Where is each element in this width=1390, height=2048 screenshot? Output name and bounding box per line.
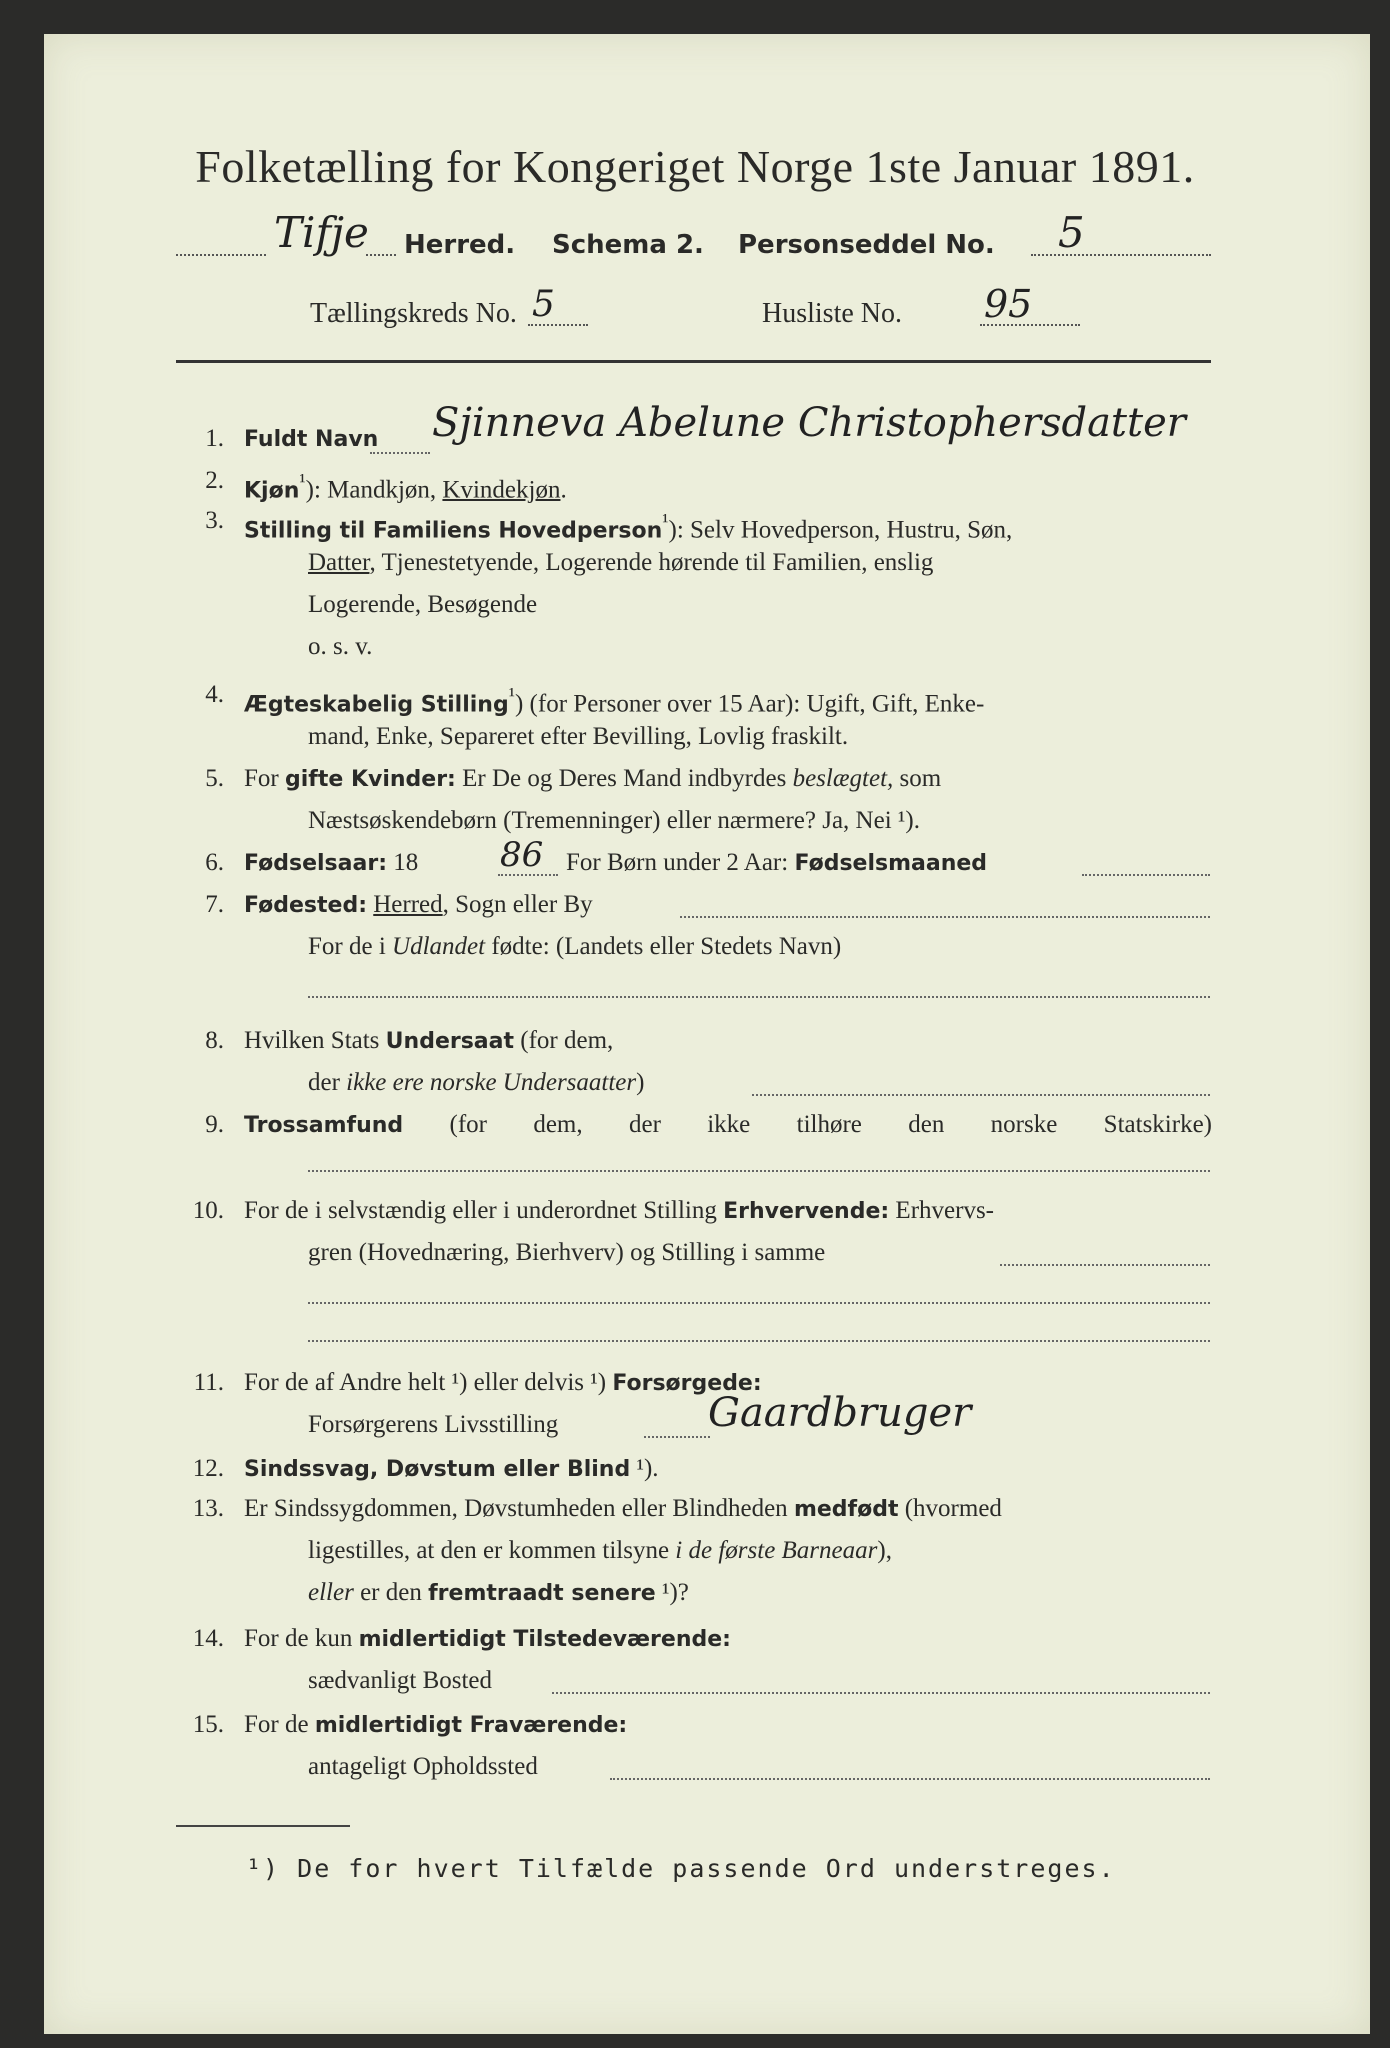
husliste-dots [980,324,1080,326]
q8-text-b: (for dem, [514,1027,614,1054]
q5-line1-b: som [893,765,942,792]
q6-line-2 [566,842,987,885]
q8-line2-em: ikke ere norske Undersaatter [346,1069,637,1096]
q14-line-2: sædvanligt Bosted [308,1667,493,1694]
q7-line-1 [244,884,1212,927]
q13-text-b: (hvormed [898,1495,1002,1522]
personseddel-label: Personseddel No. [738,230,995,260]
q13-line-1 [244,1488,1212,1531]
q9-number: 9. [205,1111,224,1138]
q12-text: ¹). [636,1455,659,1482]
q4-number: 4. [205,681,224,708]
q11-number: 11. [193,1369,224,1396]
q13-line3-label: fremtraadt senere [428,1581,656,1606]
footnote-rule [176,1825,350,1827]
q3-label: Stilling til Familiens Hovedperson [244,518,663,544]
q9-label: Trossamfund [244,1113,404,1138]
q6-dots-year [498,874,558,876]
q8-line2-b: ) [636,1069,645,1096]
q10-dots-2 [308,1302,1210,1304]
q7-number: 7. [205,891,224,918]
q9-dots [308,1170,1210,1172]
q3-line1-text: ): Selv Hovedperson, Hustru, Søn, [668,516,1013,544]
q1-number: 1. [205,425,224,452]
q5-line-2: Næstsøskendebørn (Tremenninger) eller nærmere? Ja, Nei ¹). [308,807,920,834]
q6-label-2: Fødselsmaaned [794,851,988,876]
taellingskreds-label: Tællingskreds No. [310,298,517,329]
q1-value: Sjinneva Abelune Christophersdatter [432,400,1186,446]
q8-label: Undersaat [385,1029,515,1054]
q5-number: 5. [205,765,224,792]
q7-line-2 [308,926,1212,968]
q14-number: 14. [192,1625,224,1652]
q4-label: Ægteskabelig Stilling [244,692,509,718]
q7-line2-a: For de i [308,933,393,960]
q15-number: 15. [192,1711,224,1738]
q8-line2-a: der [308,1069,347,1096]
q3-line-2 [308,542,1212,584]
herred-dots-left [176,254,266,256]
q7-dots-2 [308,996,1210,998]
q14-label: midlertidigt Tilstedeværende: [358,1627,731,1652]
q14-text: For de kun [244,1625,359,1652]
q15-line-2: antageligt Opholdssted [308,1753,538,1780]
footnote: ¹) De for hvert Tilfælde passende Ord understreges. [246,1854,1116,1883]
q15-text: For de [244,1711,315,1738]
q14-line-1 [244,1618,1212,1661]
q9-line-1 [244,1104,1212,1147]
q9-text: (for dem, der ikke tilhøre den norske Statskirke) [403,1111,1212,1138]
q14-dots [552,1692,1210,1694]
q11-dots [644,1436,710,1438]
q1-label: Fuldt Navn [244,427,379,452]
q7-line2-b: fødte: (Landets eller Stedets Navn) [485,933,842,960]
q2-option-kvindekjon: Kvindekjøn [442,476,561,504]
q13-line2-a: ligestilles, at den er kommen tilsyne [308,1537,676,1564]
q10-dots-1 [1000,1264,1210,1266]
q4-line-2: mand, Enke, Separeret efter Bevilling, Lovlig fraskilt. [308,723,849,750]
q5-line-1 [244,758,1212,801]
q1-dots [370,452,430,454]
q8-line-1 [244,1020,1212,1063]
q10-dots-3 [308,1340,1210,1342]
q8-line-2 [308,1062,1212,1104]
q7-label: Fødested: [244,893,367,918]
q15-label: midlertidigt Fraværende: [314,1713,628,1738]
personseddel-dots [1031,254,1211,256]
q2-label: Kjøn [244,478,300,504]
q15-line-1 [244,1704,1212,1747]
q5-line1-a: Er De og Deres Mand indbyrdes [455,765,793,792]
q12-number: 12. [192,1455,224,1482]
q2-text-c: . [560,476,567,504]
q13-line3-a: er den [353,1579,429,1606]
q10-text-b: Erhvervs- [889,1197,994,1224]
q13-label: medfødt [793,1497,899,1522]
q13-line3-b: ¹)? [655,1579,689,1606]
q3-line2-text: , Tjenestetyende, Logerende hørende til Familien, enslig [369,549,934,576]
q6-dots-month [1082,874,1210,876]
q2-number: 2. [205,467,224,494]
q12-label: Sindssvag, Døvstum eller Blind [244,1457,631,1482]
q10-line-2: gren (Hovednæring, Bierhverv) og Stilling i samme [308,1239,826,1266]
q8-dots [752,1094,1210,1096]
q8-number: 8. [205,1027,224,1054]
q4-line1-text: ) (for Personer over 15 Aar): Ugift, Gift, Enke- [514,690,985,718]
q5-label-prefix: For [244,765,285,792]
q8-text-a: Hvilken Stats [244,1027,386,1054]
q5-line1-em: beslægtet, [792,765,894,792]
q13-line2-b: ), [877,1537,892,1564]
q10-number: 10. [192,1197,224,1224]
q6-label: Fødselsaar: [244,851,387,876]
header-rule [176,360,1211,363]
q13-text-a: Er Sindssygdommen, Døvstumheden eller Blindheden [244,1495,794,1522]
q6-value: 86 [500,835,544,875]
q11-label: Forsørgede: [612,1371,762,1396]
husliste-label: Husliste No. [762,298,902,329]
q7-text: , Sogn eller By [442,891,593,918]
q7-option-herred: Herred [373,891,443,918]
q7-dots-1 [680,916,1210,918]
q12-line-1 [244,1448,1212,1491]
q6-prefix: 18 [393,849,419,876]
q13-line-3 [308,1572,1212,1615]
header-line-herred [176,208,1211,270]
q13-line-2 [308,1530,1212,1572]
header-line-kreds [300,282,1100,336]
q3-option-datter: Datter [308,549,370,576]
q11-text: For de af Andre helt ¹) eller delvis ¹) [244,1369,613,1396]
q13-line3-em: eller [308,1579,354,1606]
q13-number: 13. [192,1495,224,1522]
q15-dots [610,1778,1210,1780]
q6-number: 6. [205,849,224,876]
q6-text: For Børn under 2 Aar: [566,849,795,876]
q3-sup: ¹ [662,509,669,533]
schema-label: Schema 2. [552,230,704,260]
q10-line-1 [244,1190,1212,1233]
q4-sup: ¹ [508,683,515,707]
q2-text-a: ): Mandkjøn, [305,476,443,504]
q10-label: Erhvervende: [723,1199,890,1224]
husliste-value: 95 [984,282,1033,326]
q13-line2-em: i de første Barneaar [675,1537,878,1564]
q7-line2-em: Udlandet [392,933,486,960]
q11-value: Gaardbruger [708,1390,972,1436]
taellingskreds-value: 5 [532,284,555,325]
q10-text: For de i selvstændig eller i underordnet Stilling [244,1197,724,1224]
q11-line-2: Forsørgerens Livsstilling [308,1411,559,1438]
q3-line-3: Logerende, Besøgende [308,591,538,618]
q2-sup: ¹ [299,469,306,493]
form-title: Folketælling for Kongeriget Norge 1ste Januar 1891. [195,141,1195,192]
herred-value: Tifje [274,208,369,257]
herred-label: Herred. [404,230,516,260]
herred-dots-right [366,254,396,256]
taellingskreds-dots [528,324,588,326]
q3-number: 3. [205,507,224,534]
q5-label: gifte Kvinder: [284,767,456,792]
q3-line-4: o. s. v. [308,633,373,660]
personseddel-value: 5 [1058,208,1085,257]
